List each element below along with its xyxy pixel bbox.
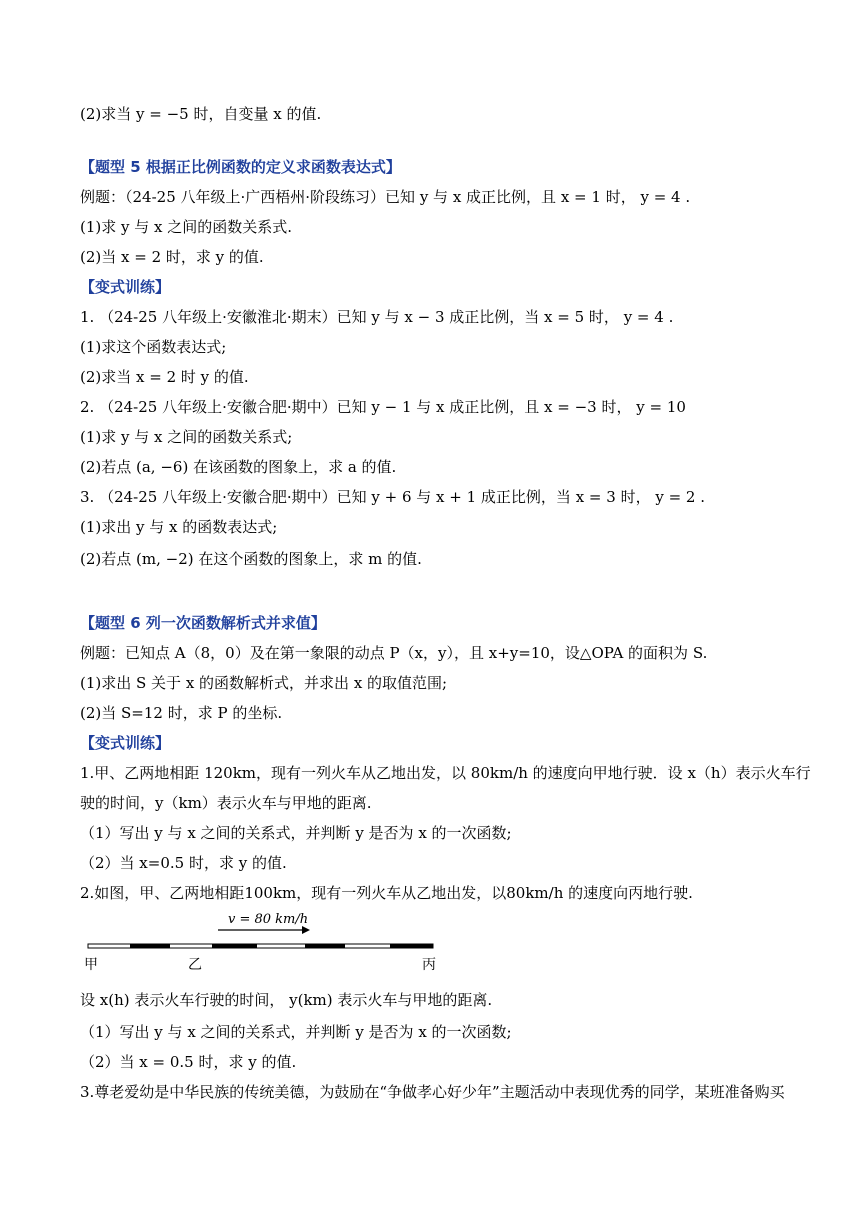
text-line: 1. （24-25 八年级上·安徽淮北·期末）已知 y 与 x − 3 成正比例，当 x = 5 时， y = 4 .	[80, 308, 674, 326]
example-line: 例题：已知点 A（8，0）及在第一象限的动点 P（x，y），且 x+y=10，设△OPA 的面积为 S.	[80, 644, 708, 662]
direction-arrowhead	[302, 926, 310, 934]
text-line: 2. （24-25 八年级上·安徽合肥·期中）已知 y − 1 与 x 成正比例，且 x = −3 时， y = 10	[80, 398, 686, 416]
text-line: 3. （24-25 八年级上·安徽合肥·期中）已知 y + 6 与 x + 1 成正比例，当 x = 3 时， y = 2 .	[80, 488, 705, 506]
speed-label: v = 80 km/h	[228, 912, 309, 927]
text-line: 驶的时间，y（km）表示火车与甲地的距离.	[80, 794, 372, 812]
text-line: 3.尊老爱幼是中华民族的传统美德，为鼓励在“争做孝心好少年”主题活动中表现优秀的同学，某班准备购买	[80, 1083, 785, 1101]
example-line: 例题：（24-25 八年级上·广西梧州·阶段练习）已知 y 与 x 成正比例，且 x = 1 时， y = 4 .	[80, 188, 691, 206]
text-line: 1.甲、乙两地相距 120km，现有一列火车从乙地出发，以 80km/h 的速度向甲地行驶．设 x（h）表示火车行	[80, 764, 811, 782]
text-line: （1）写出 y 与 x 之间的关系式，并判断 y 是否为 x 的一次函数;	[80, 824, 512, 842]
track-segment	[305, 944, 345, 948]
track-segment	[390, 944, 433, 948]
text-line: (1)求出 S 关于 x 的函数解析式，并求出 x 的取值范围;	[80, 674, 448, 692]
text-line: （2）当 x=0.5 时，求 y 的值.	[80, 854, 287, 872]
text-line: (1)求出 y 与 x 的函数表达式;	[80, 518, 278, 536]
text-line: (1)求这个函数表达式;	[80, 338, 227, 356]
track-segment	[212, 944, 257, 948]
text-line: (1)求 y 与 x 之间的函数关系式.	[80, 218, 293, 236]
text-line: (2)当 x = 2 时，求 y 的值.	[80, 248, 264, 266]
text-line: (2)求当 x = 2 时 y 的值.	[80, 368, 249, 386]
text-line: (2)求当 y = −5 时，自变量 x 的值.	[80, 105, 322, 123]
text-line: (2)当 S=12 时，求 P 的坐标.	[80, 704, 283, 722]
station-yi-label: 乙	[188, 957, 202, 973]
railway-figure	[80, 905, 450, 975]
text-line: （2）当 x = 0.5 时，求 y 的值.	[80, 1053, 297, 1071]
text-line: (2)若点 (m, −2) 在这个函数的图象上，求 m 的值.	[80, 550, 422, 568]
text-line: 设 x(h) 表示火车行驶的时间， y(km) 表示火车与甲地的距离.	[80, 991, 493, 1009]
text-line: (2)若点 (a, −6) 在该函数的图象上，求 a 的值.	[80, 458, 397, 476]
station-bing-label: 丙	[422, 957, 436, 973]
track-segment	[130, 944, 170, 948]
station-jia-label: 甲	[84, 957, 98, 973]
section-heading: 【变式训练】	[80, 278, 171, 296]
section-heading: 【变式训练】	[80, 734, 171, 752]
text-line: （1）写出 y 与 x 之间的关系式，并判断 y 是否为 x 的一次函数;	[80, 1023, 512, 1041]
text-line: 2.如图，甲、乙两地相距100km，现有一列火车从乙地出发，以80km/h 的速度向丙地行驶.	[80, 884, 693, 902]
section-heading: 【题型 6 列一次函数解析式并求值】	[80, 614, 326, 632]
text-line: (1)求 y 与 x 之间的函数关系式;	[80, 428, 293, 446]
section-heading: 【题型 5 根据正比例函数的定义求函数表达式】	[80, 158, 401, 176]
